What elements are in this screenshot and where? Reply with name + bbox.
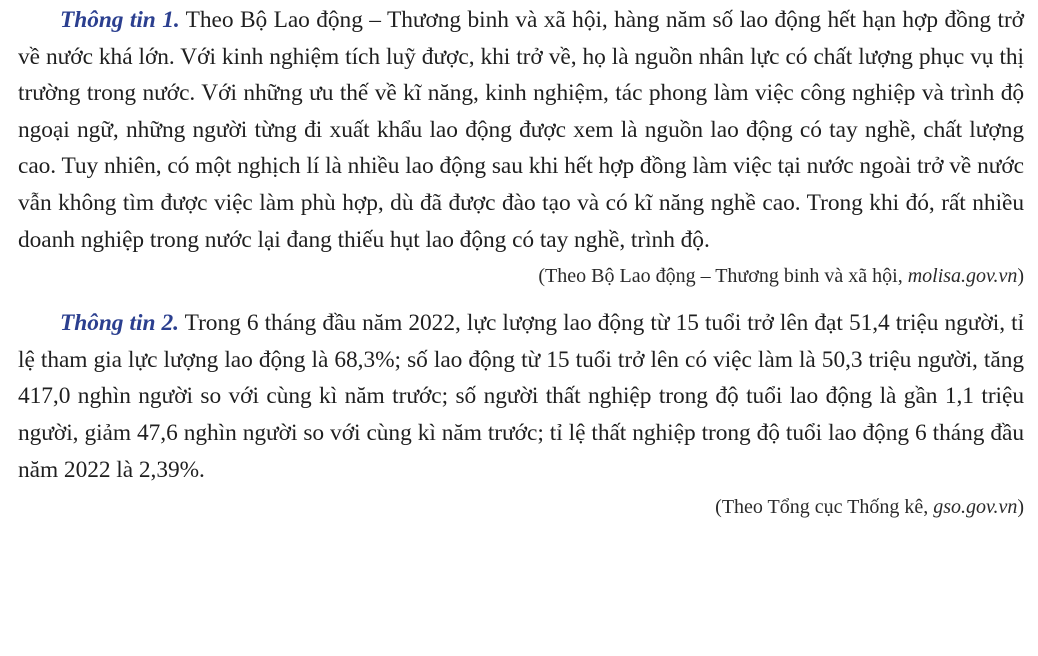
info-paragraph-1 [18,2,1024,258]
info-paragraph-2 [18,305,1024,488]
info-text-1: Theo Bộ Lao động – Thương binh và xã hội, hàng năm số lao động hết hạn hợp đồng trở về nước khá lớn. Với kinh nghiệm tích luỹ được, khi trở về, họ là nguồn nhân lực có chất lượng phục vụ thị trường trong nước. Với những ưu thế về kĩ năng, kinh nghiệm, tác phong làm việc công nghiệp và trình độ ngoại ngữ, những người từng đi xuất khẩu lao động được xem là nguồn lao động có tay nghề, chất lượng cao. Tuy nhiên, có một nghịch lí là nhiều lao động sau khi hết hợp đồng làm việc tại nước ngoài trở về nước vẫn không tìm được việc làm phù hợp, dù đã được đào tạo và có kĩ năng nghề cao. Trong khi đó, rất nhiều doanh nghiệp trong nước lại đang thiếu hụt lao động có tay nghề, trình độ. [18,7,1024,253]
source-prefix-2: (Theo Tổng cục Thống kê, [715,496,934,519]
info-label-2: Thông tin 2. [60,310,179,337]
info-label-1: Thông tin 1. [60,7,180,33]
source-citation-1 [18,261,1024,291]
source-site-2: gso.gov.vn [933,496,1018,519]
source-suffix-1: ) [1017,265,1024,288]
source-site-1: molisa.gov.vn [907,265,1018,288]
source-suffix-2: ) [1017,496,1024,519]
source-prefix-1: (Theo Bộ Lao động – Thương binh và xã hội, [538,265,908,288]
source-citation-2 [18,492,1024,522]
info-text-2: Trong 6 tháng đầu năm 2022, lực lượng lao động từ 15 tuổi trở lên đạt 51,4 triệu người, tỉ lệ tham gia lực lượng lao động là 68,3%; số lao động từ 15 tuổi trở lên có việc làm là 50,3 triệu người, tăng 417,0 nghìn người so với cùng kì năm trước; số người thất nghiệp trong độ tuổi lao động là gần 1,1 triệu người, giảm 47,6 nghìn người so với cùng kì năm trước; tỉ lệ thất nghiệp trong độ tuổi lao động 6 tháng đầu năm 2022 là 2,39%. [18,310,1024,483]
